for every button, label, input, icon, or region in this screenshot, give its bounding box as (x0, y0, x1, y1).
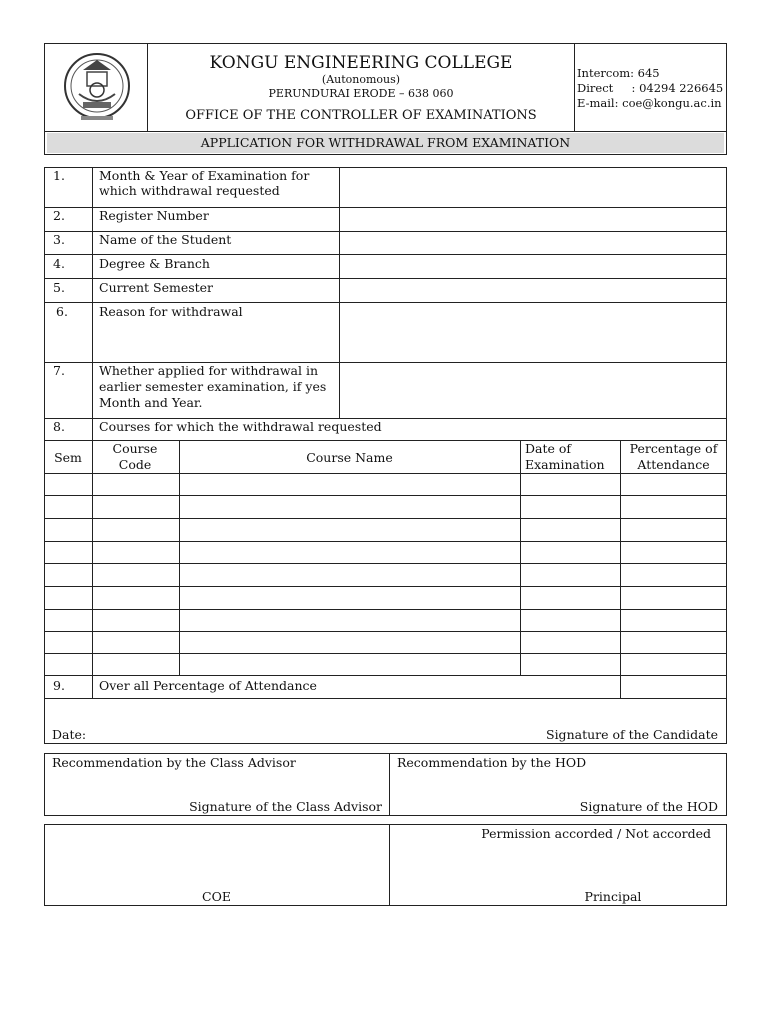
exam-month-year-field[interactable] (340, 168, 726, 207)
college-seal-icon (57, 50, 137, 126)
degree-branch-field[interactable] (340, 255, 726, 278)
item-number: 3. (53, 232, 65, 247)
current-semester-field[interactable] (340, 279, 726, 302)
direct-number: Direct : 04294 226645 (577, 81, 724, 95)
item-label: Over all Percentage of Attendance (99, 678, 317, 693)
item-label: Reason for withdrawal (99, 304, 243, 319)
col-header-exam-date: Date of Examination (525, 441, 605, 472)
row-rule (44, 698, 727, 699)
item-number: 4. (53, 256, 65, 271)
header-divider-right (574, 43, 575, 131)
student-name-field[interactable] (340, 232, 726, 254)
item-number: 6. (56, 304, 68, 319)
principal-label: Principal (584, 889, 642, 904)
row-rule (44, 473, 727, 474)
office-title: OFFICE OF THE CONTROLLER OF EXAMINATIONS (185, 108, 537, 123)
item-label: Whether applied for withdrawal in earlier semester examination, if yes Month and Year. (99, 363, 327, 410)
item-number: 5. (53, 280, 65, 295)
permission-label: Permission accorded / Not accorded (481, 826, 711, 841)
email-address: E-mail: coe@kongu.ac.in (577, 96, 722, 110)
row-rule (44, 495, 727, 496)
header-title-rule (44, 131, 727, 132)
col-header-attendance: Percentage of Attendance (629, 441, 718, 472)
header-divider-left (147, 43, 148, 131)
college-address: PERUNDURAI ERODE – 638 060 (268, 87, 454, 100)
college-name: KONGU ENGINEERING COLLEGE (209, 53, 513, 73)
previous-withdrawal-field[interactable] (340, 363, 726, 418)
item-label: Courses for which the withdrawal requested (99, 419, 382, 434)
item-label: Current Semester (99, 280, 214, 295)
row-rule (44, 563, 727, 564)
approval-divider (389, 824, 390, 906)
item-label: Degree & Branch (99, 256, 210, 271)
row-rule (44, 518, 727, 519)
col-rule-date (520, 440, 521, 675)
row-rule (44, 609, 727, 610)
date-label: Date: (52, 727, 87, 742)
row-rule (44, 653, 727, 654)
register-number-field[interactable] (340, 208, 726, 231)
item-label: Name of the Student (99, 232, 232, 247)
item-number: 8. (53, 419, 65, 434)
row-rule (44, 586, 727, 587)
intercom-number: Intercom: 645 (577, 66, 660, 80)
hod-signature-label: Signature of the HOD (579, 799, 718, 814)
col-header-course-name: Course Name (306, 450, 393, 465)
col-rule-code (179, 440, 180, 675)
item-label: Register Number (99, 208, 209, 223)
col-rule-attendance (620, 440, 621, 698)
hod-recommendation-title: Recommendation by the HOD (397, 755, 587, 770)
row-rule (44, 631, 727, 632)
overall-attendance-field[interactable] (621, 676, 726, 698)
advisor-recommendation-title: Recommendation by the Class Advisor (52, 755, 296, 770)
col-rule-num (92, 167, 93, 698)
col-header-course-code: Course Code (112, 441, 158, 472)
item-number: 7. (53, 363, 65, 378)
autonomous-label: (Autonomous) (321, 73, 401, 86)
col-header-sem: Sem (54, 450, 82, 465)
item-number: 2. (53, 208, 65, 223)
item-number: 9. (53, 678, 65, 693)
item-number: 1. (53, 168, 65, 183)
row-rule (44, 541, 727, 542)
withdrawal-reason-field[interactable] (340, 303, 726, 362)
candidate-signature-label: Signature of the Candidate (546, 727, 718, 742)
recommendation-divider (389, 753, 390, 816)
form-title: APPLICATION FOR WITHDRAWAL FROM EXAMINATION (200, 135, 571, 150)
item-label: Month & Year of Examination for which withdrawal requested (99, 168, 310, 198)
coe-label: COE (202, 889, 231, 904)
advisor-signature-label: Signature of the Class Advisor (189, 799, 382, 814)
